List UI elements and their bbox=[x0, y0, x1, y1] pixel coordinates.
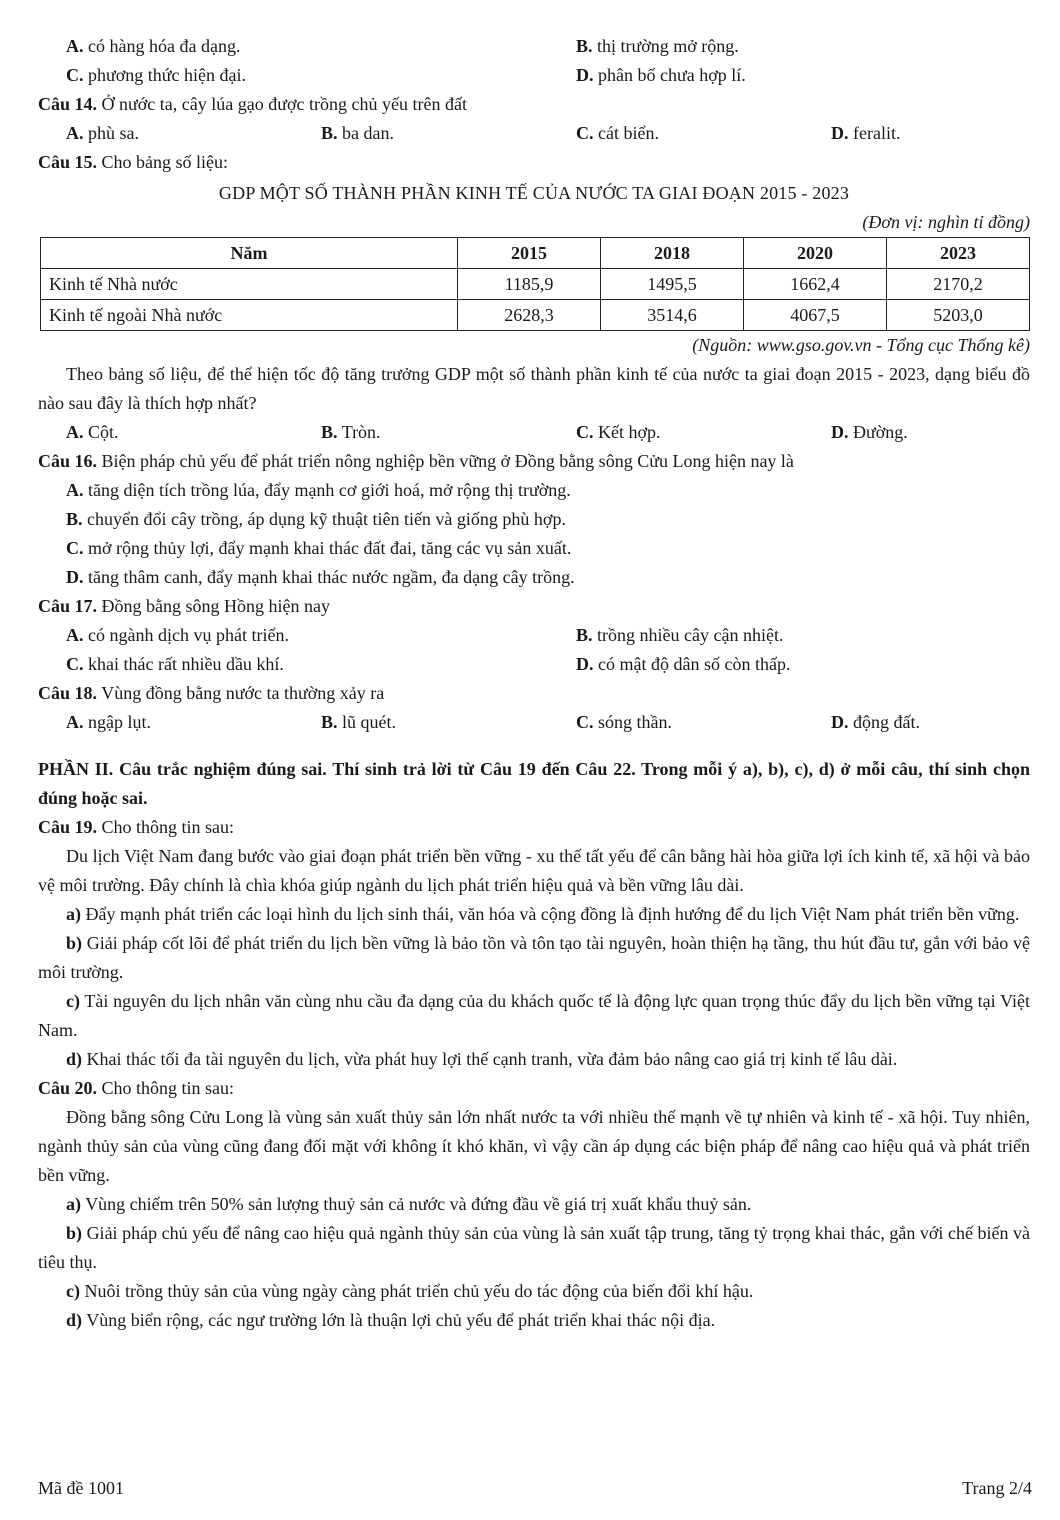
option-c: C. sóng thần. bbox=[576, 712, 672, 732]
options-row bbox=[38, 119, 1030, 148]
option-d: D. động đất. bbox=[831, 712, 920, 732]
question-stem: Câu 16. Biện pháp chủ yếu để phát triển nông nghiệp bền vững ở Đồng bằng sông Cửu Long hiện nay là bbox=[38, 451, 794, 471]
option-d: D. Đường. bbox=[831, 422, 908, 442]
row-label: Kinh tế Nhà nước bbox=[41, 269, 458, 300]
gdp-table bbox=[40, 237, 1030, 331]
q13-option-b: B. thị trường mở rộng. bbox=[576, 36, 739, 56]
option-c: C. khai thác rất nhiều dầu khí. bbox=[66, 654, 284, 674]
q13-option-c: C. phương thức hiện đại. bbox=[66, 65, 247, 85]
table-cell: 3514,6 bbox=[601, 300, 744, 331]
q13-options-row-2 bbox=[38, 61, 1030, 90]
statement-d: d) Khai thác tối đa tài nguyên du lịch, vừa phát huy lợi thế cạnh tranh, vừa đảm bảo nâng cao giá trị kinh tế lâu dài. bbox=[66, 1049, 898, 1069]
option-d: D. có mật độ dân số còn thấp. bbox=[576, 654, 791, 674]
header-cell: Năm bbox=[41, 238, 458, 269]
header-cell: 2023 bbox=[887, 238, 1030, 269]
table-source: (Nguồn: www.gso.gov.vn - Tổng cục Thống kê) bbox=[692, 335, 1030, 355]
question-text: Theo bảng số liệu, để thể hiện tốc độ tăng trưởng GDP một số thành phần kinh tế của nước ta giai đoạn 2015 - 2023, dạng biểu đồ nào sau đây là thích hợp nhất? bbox=[38, 364, 1030, 413]
passage: Du lịch Việt Nam đang bước vào giai đoạn phát triển bền vững - xu thế tất yếu để cân bằng hài hòa giữa lợi ích kinh tế, xã hội và bảo vệ môi trường. Đây chính là chìa khóa giúp ngành du lịch phát triển hiệu quả và bền vững lâu dài. bbox=[38, 846, 1030, 895]
option-b: B. lũ quét. bbox=[321, 712, 397, 732]
statement-b: b) Giải pháp cốt lõi để phát triển du lịch bền vững là bảo tồn và tôn tạo tài nguyên, hoàn thiện hạ tầng, thu hút đầu tư, gắn với bảo vệ môi trường. bbox=[38, 933, 1031, 982]
question-stem: Câu 17. Đồng bằng sông Hồng hiện nay bbox=[38, 596, 330, 616]
statement-d: d) Vùng biển rộng, các ngư trường lớn là thuận lợi chủ yếu để phát triển khai thác nội địa. bbox=[66, 1310, 716, 1330]
option-b: B. trồng nhiều cây cận nhiệt. bbox=[576, 625, 784, 645]
options-row bbox=[38, 418, 1030, 447]
option-b: B. chuyển đổi cây trồng, áp dụng kỹ thuật tiên tiến và giống phù hợp. bbox=[66, 509, 566, 529]
table-unit: (Đơn vị: nghìn tỉ đồng) bbox=[862, 212, 1030, 232]
passage: Đồng bằng sông Cửu Long là vùng sản xuất thủy sản lớn nhất nước ta với nhiều thế mạnh về tự nhiên và kinh tế - xã hội. Tuy nhiên, ngành thủy sản của vùng cũng đang đối mặt với không ít khó khăn, vì vậy cần áp dụng các biện pháp để nâng cao hiệu quả và phát triển bền vững. bbox=[38, 1107, 1030, 1185]
option-b: B. ba dan. bbox=[321, 123, 394, 143]
question-19 bbox=[38, 813, 1030, 1074]
options-row bbox=[38, 708, 1030, 737]
option-d: D. tăng thâm canh, đẩy mạnh khai thác nước ngầm, đa dạng cây trồng. bbox=[66, 567, 575, 587]
question-20 bbox=[38, 1074, 1030, 1335]
statement-c: c) Tài nguyên du lịch nhân văn cùng nhu cầu đa dạng của du khách quốc tế là động lực quan trọng thúc đẩy du lịch bền vững tại Việt Nam. bbox=[38, 991, 1030, 1040]
page-number: Trang 2/4 bbox=[962, 1478, 1032, 1498]
table-row bbox=[41, 300, 1030, 331]
option-a: A. tăng diện tích trồng lúa, đẩy mạnh cơ giới hoá, mở rộng thị trường. bbox=[66, 480, 571, 500]
table-cell: 2628,3 bbox=[458, 300, 601, 331]
option-c: C. Kết hợp. bbox=[576, 422, 661, 442]
exam-code: Mã đề 1001 bbox=[38, 1478, 124, 1498]
exam-page bbox=[38, 32, 1030, 1335]
header-cell: 2018 bbox=[601, 238, 744, 269]
question-18 bbox=[38, 679, 1030, 737]
statement-a: a) Đẩy mạnh phát triển các loại hình du lịch sinh thái, văn hóa và cộng đồng là định hướng để du lịch Việt Nam phát triển bền vững. bbox=[66, 904, 1020, 924]
table-cell: 2170,2 bbox=[887, 269, 1030, 300]
options-row-2 bbox=[38, 650, 1030, 679]
table-cell: 5203,0 bbox=[887, 300, 1030, 331]
table-row bbox=[41, 269, 1030, 300]
option-c: C. mở rộng thủy lợi, đẩy mạnh khai thác đất đai, tăng các vụ sản xuất. bbox=[66, 538, 572, 558]
question-stem: Câu 20. Cho thông tin sau: bbox=[38, 1078, 235, 1098]
question-stem: Câu 14. Ở nước ta, cây lúa gạo được trồng chủ yếu trên đất bbox=[38, 94, 467, 114]
options-row-1 bbox=[38, 621, 1030, 650]
header-cell: 2015 bbox=[458, 238, 601, 269]
statement-c: c) Nuôi trồng thủy sản của vùng ngày càng phát triển chủ yếu do tác động của biến đổi khí hậu. bbox=[66, 1281, 754, 1301]
option-a: A. ngập lụt. bbox=[66, 712, 151, 732]
table-cell: 1495,5 bbox=[601, 269, 744, 300]
table-cell: 1185,9 bbox=[458, 269, 601, 300]
table-cell: 4067,5 bbox=[744, 300, 887, 331]
option-b: B. Tròn. bbox=[321, 422, 381, 442]
question-14 bbox=[38, 90, 1030, 148]
option-a: A. phù sa. bbox=[66, 123, 139, 143]
option-a: A. Cột. bbox=[66, 422, 119, 442]
statement-b: b) Giải pháp chủ yếu để nâng cao hiệu quả ngành thủy sản của vùng là sản xuất tập trung, tăng tỷ trọng khai thác, gắn với chế biến và tiêu thụ. bbox=[38, 1223, 1030, 1272]
row-label: Kinh tế ngoài Nhà nước bbox=[41, 300, 458, 331]
question-stem: Câu 18. Vùng đồng bằng nước ta thường xảy ra bbox=[38, 683, 385, 703]
option-a: A. có ngành dịch vụ phát triển. bbox=[66, 625, 289, 645]
table-title: GDP MỘT SỐ THÀNH PHẦN KINH TẾ CỦA NƯỚC TA GIAI ĐOẠN 2015 - 2023 bbox=[218, 183, 850, 203]
table-header-row bbox=[41, 238, 1030, 269]
table-cell: 1662,4 bbox=[744, 269, 887, 300]
question-17 bbox=[38, 592, 1030, 679]
question-16 bbox=[38, 447, 1030, 592]
q13-options-row-1 bbox=[38, 32, 1030, 61]
part-2-heading: PHẦN II. Câu trắc nghiệm đúng sai. Thí sinh trả lời từ Câu 19 đến Câu 22. Trong mỗi ý a), b), c), d) ở mỗi câu, thí sinh chọn đúng hoặc sai. bbox=[38, 759, 1030, 808]
option-d: D. feralit. bbox=[831, 123, 901, 143]
question-stem: Câu 15. Cho bảng số liệu: bbox=[38, 152, 229, 172]
statement-a: a) Vùng chiếm trên 50% sản lượng thuỷ sản cả nước và đứng đầu về giá trị xuất khẩu thuỷ sản. bbox=[66, 1194, 752, 1214]
q13-option-a: A. có hàng hóa đa dạng. bbox=[66, 36, 241, 56]
question-15 bbox=[38, 148, 1030, 447]
header-cell: 2020 bbox=[744, 238, 887, 269]
option-c: C. cát biển. bbox=[576, 123, 659, 143]
q13-option-d: D. phân bố chưa hợp lí. bbox=[576, 65, 746, 85]
page-footer bbox=[38, 1474, 1032, 1503]
question-stem: Câu 19. Cho thông tin sau: bbox=[38, 817, 235, 837]
